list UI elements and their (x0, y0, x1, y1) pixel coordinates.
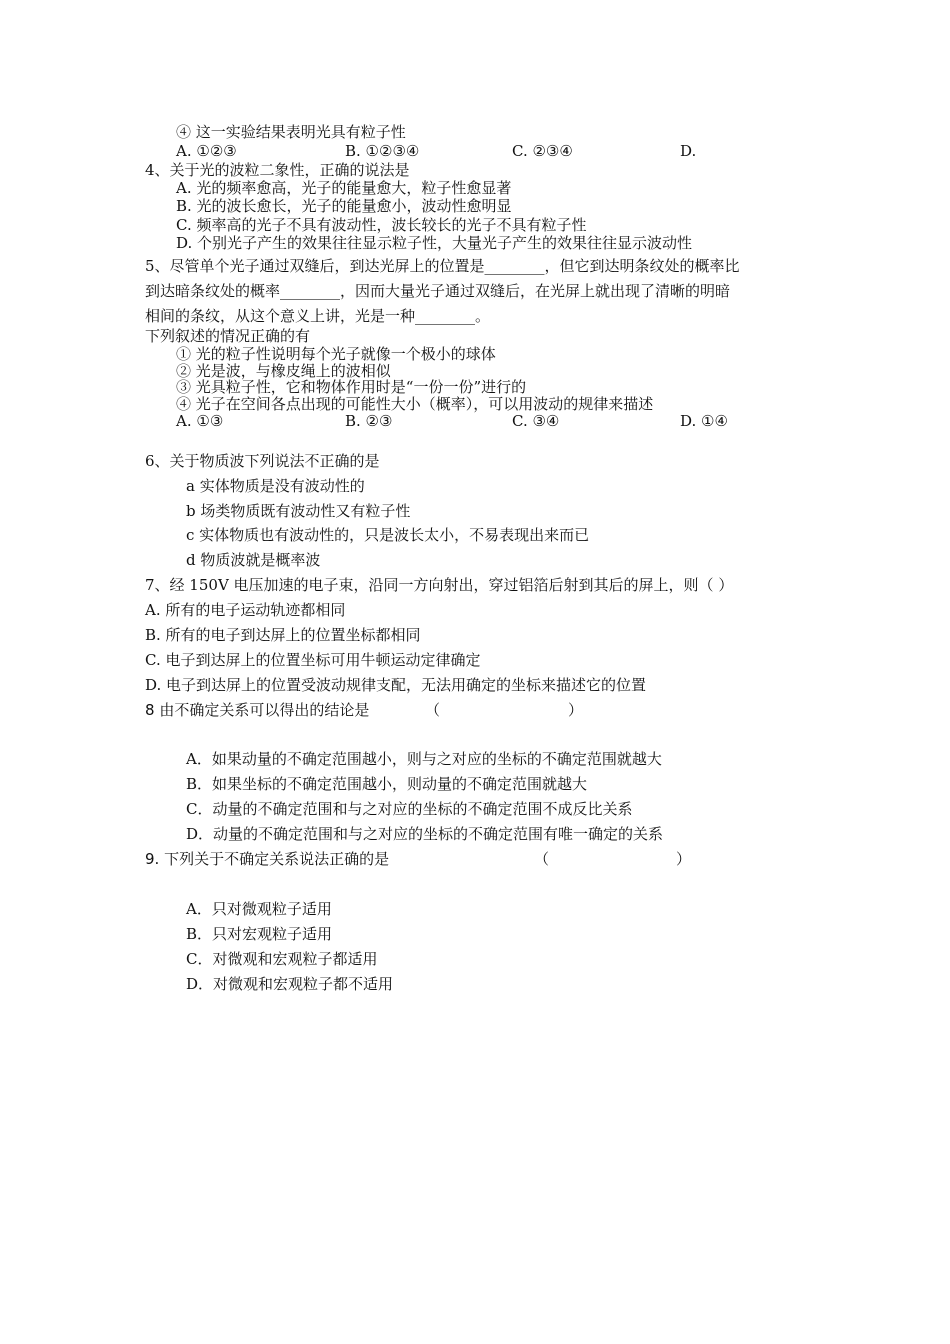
q8-number: 8 (145, 701, 155, 719)
q8-option-c: C．动量的不确定范围和与之对应的坐标的不确定范围不成反比关系 (186, 800, 633, 818)
q4-option-a: A. 光的频率愈高，光子的能量愈大，粒子性愈显著 (176, 179, 512, 197)
q8-option-d: D．动量的不确定范围和与之对应的坐标的不确定范围有唯一确定的关系 (186, 825, 664, 843)
q5-line-2: 到达暗条纹处的概率________，因而大量光子通过双缝后，在光屏上就出现了清晰的明暗 (145, 282, 731, 300)
q8-option-b: B．如果坐标的不确定范围越小，则动量的不确定范围就越大 (186, 775, 588, 793)
q5-item-3: ③ 光具粒子性，它和物体作用时是“一份一份”进行的 (176, 378, 527, 396)
q4-option-c: C. 频率高的光子不具有波动性，波长较长的光子不具有粒子性 (176, 216, 587, 234)
q5-sub-stem: 下列叙述的情况正确的有 (145, 327, 311, 345)
q7-stem: 7、经 150V 电压加速的电子束，沿同一方向射出，穿过铝箔后射到其后的屏上，则（ ） (145, 576, 734, 594)
q5-item-4: ④ 光子在空间各点出现的可能性大小（概率），可以用波动的规律来描述 (176, 395, 654, 413)
q9-paren-close: ） (676, 850, 692, 868)
q7-option-a: A. 所有的电子运动轨迹都相同 (145, 601, 346, 619)
q9-number: 9. (145, 850, 160, 868)
q8-paren-open: （ (425, 701, 441, 719)
q7-option-b: B. 所有的电子到达屏上的位置坐标都相同 (145, 626, 421, 644)
q3-option-d: D. (680, 142, 697, 160)
q8-option-a: A．如果动量的不确定范围越小，则与之对应的坐标的不确定范围就越大 (186, 750, 662, 768)
q8-stem: 由不确定关系可以得出的结论是 (159, 701, 370, 719)
q5-option-c: C. ③④ (512, 412, 560, 430)
q5-option-d: D. ①④ (680, 412, 728, 430)
q3-option-a: A. ①②③ (176, 142, 237, 160)
q9-option-d: D．对微观和宏观粒子都不适用 (186, 975, 394, 993)
q6-option-d: d 物质波就是概率波 (186, 551, 321, 569)
q5-option-b: B. ②③ (345, 412, 393, 430)
q5-line-3: 相间的条纹，从这个意义上讲，光是一种________。 (145, 307, 491, 325)
q9-paren-open: （ (534, 850, 550, 868)
q7-option-d: D. 电子到达屏上的位置受波动规律支配，无法用确定的坐标来描述它的位置 (145, 676, 647, 694)
q3-option-b: B. ①②③④ (345, 142, 420, 160)
q6-option-c: c 实体物质也有波动性的，只是波长太小，不易表现出来而已 (186, 526, 590, 544)
q3-option-c: C. ②③④ (512, 142, 573, 160)
q9-option-c: C．对微观和宏观粒子都适用 (186, 950, 378, 968)
q5-item-1: ① 光的粒子性说明每个光子就像一个极小的球体 (176, 345, 496, 363)
q4-option-d: D. 个别光子产生的效果往往显示粒子性，大量光子产生的效果往往显示波动性 (176, 234, 693, 252)
q9-option-a: A．只对微观粒子适用 (186, 900, 332, 918)
q9-option-b: B．只对宏观粒子适用 (186, 925, 333, 943)
q8-stem-line (145, 701, 369, 719)
q9-stem: 下列关于不确定关系说法正确的是 (164, 850, 390, 868)
q4-stem: 4、关于光的波粒二象性，正确的说法是 (145, 161, 410, 179)
q8-paren-close: ） (568, 701, 584, 719)
q9-stem-line (145, 850, 389, 868)
q5-item-2: ② 光是波，与橡皮绳上的波相似 (176, 362, 391, 380)
q7-option-c: C. 电子到达屏上的位置坐标可用牛顿运动定律确定 (145, 651, 481, 669)
q5-line-1: 5、尽管单个光子通过双缝后，到达光屏上的位置是________，但它到达明条纹处的概率比 (145, 257, 740, 275)
q5-option-a: A. ①③ (176, 412, 224, 430)
q6-option-a: a 实体物质是没有波动性的 (186, 477, 365, 495)
q6-stem: 6、关于物质波下列说法不正确的是 (145, 452, 380, 470)
q6-option-b: b 场类物质既有波动性又有粒子性 (186, 502, 411, 520)
q4-option-b: B. 光的波长愈长，光子的能量愈小，波动性愈明显 (176, 197, 512, 215)
q3-item-4: ④ 这一实验结果表明光具有粒子性 (176, 123, 406, 141)
